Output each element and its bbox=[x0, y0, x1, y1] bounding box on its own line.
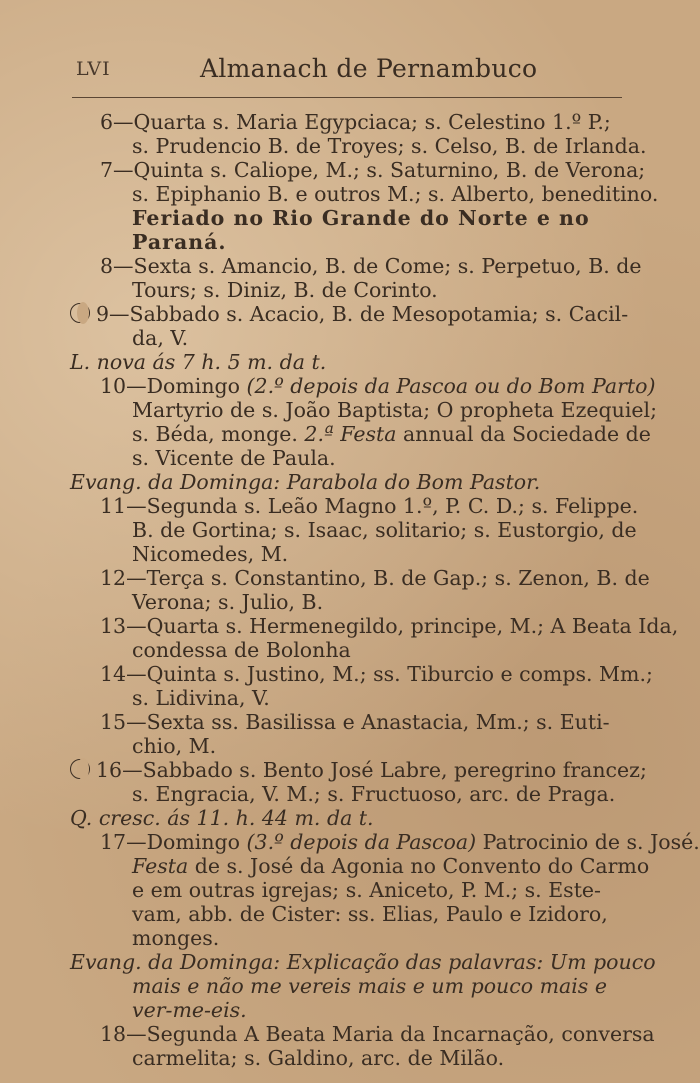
line-text: mais e não me vereis mais e um pouco mais e bbox=[132, 974, 607, 998]
continuation-line bbox=[70, 638, 640, 662]
line-text: ver-me-eis. bbox=[132, 998, 247, 1022]
calendar-day-line bbox=[70, 494, 640, 518]
line-text: L. nova ás 7 h. 5 m. da t. bbox=[70, 350, 327, 374]
page-header bbox=[60, 50, 620, 90]
line-text: da, V. bbox=[132, 326, 189, 350]
line-text: 18—Segunda A Beata Maria da Incarnação, conversa bbox=[100, 1022, 655, 1046]
line-text: 12—Terça s. Constantino, B. de Gap.; s. Zenon, B. de bbox=[100, 566, 650, 590]
line-text: 8—Sexta s. Amancio, B. de Come; s. Perpetuo, B. de bbox=[100, 254, 642, 278]
note-line bbox=[70, 350, 640, 374]
calendar-day-line bbox=[70, 374, 656, 398]
continuation-line bbox=[70, 134, 647, 158]
line-text: Patrocinio de s. José. bbox=[476, 830, 700, 854]
line-text: monges. bbox=[132, 926, 220, 950]
line-text: condessa de Bolonha bbox=[132, 638, 351, 662]
continuation-line bbox=[70, 1046, 640, 1070]
page-title: Almanach de Pernambuco bbox=[200, 54, 538, 83]
line-text: 15—Sexta ss. Basilissa e Anastacia, Mm.; s. Euti- bbox=[100, 710, 610, 734]
header-rule bbox=[72, 97, 622, 98]
continuation-line bbox=[70, 734, 640, 758]
line-text: annual da Sociedade de bbox=[396, 422, 651, 446]
continuation-line bbox=[70, 902, 640, 926]
moon-phase-day-line bbox=[70, 302, 640, 326]
line-text: s. Béda, monge. bbox=[132, 422, 305, 446]
line-text: 9—Sabbado s. Acacio, B. de Mesopotamia; s. Cacil- bbox=[96, 302, 629, 326]
note-line bbox=[70, 470, 640, 494]
italic-text: (2.º depois da Pascoa ou do Bom Parto) bbox=[246, 374, 656, 398]
line-text: Feriado no Rio Grande do Norte e no bbox=[132, 206, 590, 230]
continuation-line bbox=[70, 278, 640, 302]
line-text: 11—Segunda s. Leão Magno 1.º, P. C. D.; s. Felippe. bbox=[100, 494, 639, 518]
calendar-day-line bbox=[70, 110, 640, 134]
continuation-line bbox=[70, 974, 640, 998]
line-text: 6—Quarta s. Maria Egypciaca; s. Celestino 1.º P.; bbox=[100, 110, 611, 134]
calendar-day-line bbox=[70, 830, 700, 854]
calendar-day-line bbox=[70, 158, 646, 182]
line-text: s. Engracia, V. M.; s. Fructuoso, arc. de Praga. bbox=[132, 782, 616, 806]
line-text: s. Prudencio B. de Troyes; s. Celso, B. de Irlanda. bbox=[132, 134, 647, 158]
line-text: Evang. da Dominga: Parabola do Bom Pastor. bbox=[70, 470, 541, 494]
calendar-day-line bbox=[70, 662, 653, 686]
continuation-line bbox=[70, 518, 640, 542]
note-line bbox=[70, 950, 656, 974]
line-text: B. de Gortina; s. Isaac, solitario; s. Eustorgio, de bbox=[132, 518, 637, 542]
line-text: 16—Sabbado s. Bento José Labre, peregrino francez; bbox=[96, 758, 647, 782]
line-text: Evang. da Dominga: Explicação das palavras: Um pouco bbox=[70, 950, 656, 974]
calendar-day-line bbox=[70, 710, 640, 734]
continuation-line bbox=[70, 686, 640, 710]
italic-text: 2.ª Festa bbox=[304, 422, 397, 446]
continuation-line bbox=[70, 446, 640, 470]
line-text: s. Epiphanio B. e outros M.; s. Alberto, beneditino. bbox=[132, 182, 659, 206]
line-text: Tours; s. Diniz, B. de Corinto. bbox=[132, 278, 438, 302]
continuation-line bbox=[70, 326, 640, 350]
moon-phase-day-line bbox=[70, 758, 647, 782]
italic-text: (3.º depois da Pascoa) bbox=[246, 830, 477, 854]
continuation-line bbox=[70, 854, 650, 878]
line-text: 10—Domingo bbox=[100, 374, 247, 398]
continuation-line bbox=[70, 542, 640, 566]
moon-phase-icon bbox=[70, 759, 90, 779]
continuation-line bbox=[70, 422, 651, 446]
line-text: vam, abb. de Cister: ss. Elias, Paulo e Izidoro, bbox=[132, 902, 608, 926]
calendar-day-line bbox=[70, 1022, 655, 1046]
continuation-line bbox=[70, 230, 640, 254]
page-number: LVI bbox=[76, 58, 111, 80]
line-text: carmelita; s. Galdino, arc. de Milão. bbox=[132, 1046, 505, 1070]
line-text: 13—Quarta s. Hermenegildo, principe, M.; A Beata Ida, bbox=[100, 614, 679, 638]
calendar-entries bbox=[70, 110, 700, 1070]
line-text: 17—Domingo bbox=[100, 830, 247, 854]
line-text: Martyrio de s. João Baptista; O propheta Ezequiel; bbox=[132, 398, 658, 422]
calendar-day-line bbox=[70, 614, 679, 638]
line-text: Q. cresc. ás 11. h. 44 m. da t. bbox=[70, 806, 374, 830]
continuation-line bbox=[70, 998, 640, 1022]
line-text: Verona; s. Julio, B. bbox=[132, 590, 324, 614]
line-text: chio, M. bbox=[132, 734, 217, 758]
continuation-line bbox=[70, 782, 640, 806]
line-text: e em outras igrejas; s. Aniceto, P. M.; s. Este- bbox=[132, 878, 601, 902]
continuation-line bbox=[70, 206, 640, 230]
line-text: de s. José da Agonia no Convento do Carmo bbox=[188, 854, 650, 878]
line-text: 7—Quinta s. Caliope, M.; s. Saturnino, B. de Verona; bbox=[100, 158, 646, 182]
italic-text: Festa bbox=[132, 854, 189, 878]
note-line bbox=[70, 806, 640, 830]
line-text: s. Lidivina, V. bbox=[132, 686, 270, 710]
line-text: Nicomedes, M. bbox=[132, 542, 289, 566]
moon-phase-icon bbox=[70, 303, 90, 323]
line-text: s. Vicente de Paula. bbox=[132, 446, 336, 470]
line-text: 14—Quinta s. Justino, M.; ss. Tiburcio e comps. Mm.; bbox=[100, 662, 653, 686]
continuation-line bbox=[70, 926, 640, 950]
continuation-line bbox=[70, 182, 659, 206]
calendar-day-line bbox=[70, 254, 640, 278]
continuation-line bbox=[70, 878, 640, 902]
continuation-line bbox=[70, 590, 640, 614]
line-text: Paraná. bbox=[132, 230, 227, 254]
calendar-day-line bbox=[70, 566, 650, 590]
continuation-line bbox=[70, 398, 658, 422]
